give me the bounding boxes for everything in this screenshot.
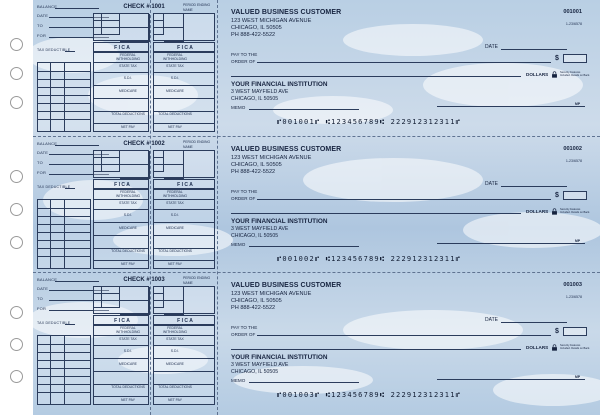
stub-for-label: FOR [37,170,47,175]
stub-name-label: NAME [183,281,193,285]
stub-medicare-label: MEDICARE [119,362,137,366]
padlock-icon [551,208,558,215]
date-field[interactable] [501,186,567,187]
stub-right-grid [153,286,215,314]
stub-check-number: CHECK # 1002 [123,141,165,147]
stub-total-deductions-label: TOTAL DEDUCTIONS [111,385,145,389]
check-body [217,137,600,271]
stub-state-tax-label-right: STATE TAX [166,337,184,341]
signature-field[interactable] [437,243,585,244]
stub-left-table [37,62,91,132]
binder-hole [10,306,23,319]
stub-medicare-label: MEDICARE [119,89,137,93]
stub-state-tax-label: STATE TAX [119,201,137,205]
stub-balance-label: BALANCE [37,4,58,9]
amount-box[interactable] [563,191,587,200]
amount-box[interactable] [563,327,587,336]
stub-total-deductions-label-right: TOTAL DEDUCTIONS [158,249,192,253]
bank-address-2: CHICAGO, IL 50505 [231,233,279,239]
stub-fica-box-right [153,315,215,325]
stub-period-ending-label: PERIOD ENDING [183,3,211,7]
stub-name-label: NAME [183,145,193,149]
signature-field[interactable] [437,379,585,380]
stub-left-table [37,335,91,405]
memo-field[interactable] [249,382,359,383]
bank-name: YOUR FINANCIAL INSTITUTION [231,218,328,225]
customer-phone: PH 888-422-5522 [231,305,276,311]
dollar-sign: $ [555,328,559,335]
stub-state-tax-label-right: STATE TAX [166,64,184,68]
order-of-text: ORDER OF [231,196,256,201]
stub-fica-box [93,179,149,189]
routing-fraction: 1-23/6578 [565,159,582,163]
memo-label: MEMO [231,378,246,383]
stub-total-deductions-label: TOTAL DEDUCTIONS [111,112,145,116]
stub-check-number: CHECK # 1001 [123,4,165,10]
bank-address-2: CHICAGO, IL 50505 [231,96,279,102]
check-set [33,0,600,134]
check-number: 001001 [563,9,582,15]
order-of-text: ORDER OF [231,59,256,64]
stub-sdi-label-right: S.D.I. [170,213,180,217]
bank-address-1: 3 WEST MAYFIELD AVE [231,226,289,232]
customer-name: VALUED BUSINESS CUSTOMER [231,9,342,16]
mp-label: MP [575,239,581,243]
stub-hours-grid [93,286,149,314]
stub-total-deductions-label-right: TOTAL DEDUCTIONS [158,112,192,116]
stub-tax-deductible-box[interactable] [65,51,75,52]
date-field[interactable] [501,49,567,50]
memo-label: MEMO [231,105,246,110]
stub-sdi-label: S.D.I. [123,213,133,217]
amount-box[interactable] [563,54,587,63]
date-label: DATE [485,181,498,187]
order-of-text: ORDER OF [231,332,256,337]
bank-name: YOUR FINANCIAL INSTITUTION [231,81,328,88]
padlock-icon [551,344,558,351]
binder-hole [10,338,23,351]
customer-address-2: CHICAGO, IL 50505 [231,25,282,31]
stub-state-tax-label: STATE TAX [119,337,137,341]
binder-hole [10,170,23,183]
pay-to-text: PAY TO THE [231,52,258,57]
check-stub [33,0,217,134]
stub-balance-line[interactable] [55,281,99,282]
stub-net-pay-label: NET PAY [121,125,135,129]
date-field[interactable] [501,322,567,323]
stub-sdi-label: S.D.I. [123,76,133,80]
stub-deductions-table [93,325,149,405]
stub-date-label: DATE [37,13,49,18]
stub-net-pay-label-right: NET PAY [168,125,182,129]
stub-period-ending-label: PERIOD ENDING [183,140,211,144]
stub-to-label: TO [37,296,43,301]
routing-fraction: 1-23/6578 [565,22,582,26]
mp-label: MP [575,102,581,106]
check-body [217,273,600,407]
binder-hole [10,96,23,109]
stub-balance-line[interactable] [55,145,99,146]
customer-address-2: CHICAGO, IL 50505 [231,162,282,168]
amount-words-field[interactable] [231,349,521,350]
customer-address-1: 123 WEST MICHIGAN AVENUE [231,18,312,24]
stub-deductions-table-right [153,52,215,132]
stub-net-pay-label-right: NET PAY [168,398,182,402]
pay-to-text: PAY TO THE [231,189,258,194]
binder-hole [10,203,23,216]
stub-tax-deductible-label: TAX DEDUCTIBLE [37,48,71,52]
stub-net-pay-label: NET PAY [121,262,135,266]
stub-fica-label-right: F I C A [177,318,193,324]
stub-sdi-label-right: S.D.I. [170,76,180,80]
stub-tax-deductible-label: TAX DEDUCTIBLE [37,185,71,189]
stub-state-tax-label: STATE TAX [119,64,137,68]
stub-fica-label: F I C A [114,45,130,51]
stub-right-grid [153,150,215,178]
stub-federal-label: FEDERAL WITHHOLDING [115,326,141,334]
amount-words-field[interactable] [231,76,521,77]
check-stub [33,273,217,407]
mp-label: MP [575,375,581,379]
stub-date-label: DATE [37,286,49,291]
memo-field[interactable] [249,246,359,247]
check-number: 001003 [563,282,582,288]
stub-tax-deductible-box[interactable] [65,188,75,189]
dollars-label: DOLLARS [526,209,549,214]
stub-deductions-table [93,52,149,132]
amount-words-field[interactable] [231,213,521,214]
check-set [33,137,600,271]
stub-balance-label: BALANCE [37,277,58,282]
stub-net-pay-label: NET PAY [121,398,135,402]
security-features-text: Security Features Included. Details on Back. [560,71,590,77]
stub-for-label: FOR [37,306,47,311]
dollar-sign: $ [555,55,559,62]
payee-field[interactable] [257,335,551,336]
stub-balance-line[interactable] [55,8,99,9]
bank-address-2: CHICAGO, IL 50505 [231,369,279,375]
stub-total-deductions-label: TOTAL DEDUCTIONS [111,249,145,253]
padlock-icon [551,71,558,78]
stub-sdi-label: S.D.I. [123,349,133,353]
stub-federal-label: FEDERAL WITHHOLDING [115,190,141,198]
stub-to-label: TO [37,23,43,28]
micr-line: ⑈001002⑈ ⑆123456789⑆ 222912312311⑈ [277,255,462,263]
dollars-label: DOLLARS [526,345,549,350]
binder-hole [10,67,23,80]
stub-medicare-label-right: MEDICARE [166,362,184,366]
check-sheet [33,0,600,415]
check-set [33,273,600,407]
stub-fica-label-right: F I C A [177,182,193,188]
bank-name: YOUR FINANCIAL INSTITUTION [231,354,328,361]
check-body [217,0,600,134]
dollar-sign: $ [555,192,559,199]
stub-right-grid [153,13,215,41]
payee-field[interactable] [257,199,551,200]
customer-address-1: 123 WEST MICHIGAN AVENUE [231,291,312,297]
binder-strip [0,0,32,415]
security-features-text: Security Features Included. Details on Back. [560,208,590,214]
stub-tax-deductible-box[interactable] [65,324,75,325]
stub-fica-label: F I C A [114,182,130,188]
customer-name: VALUED BUSINESS CUSTOMER [231,146,342,153]
stub-federal-label-right: FEDERAL WITHHOLDING [162,190,188,198]
micr-line: ⑈001003⑈ ⑆123456789⑆ 222912312311⑈ [277,391,462,399]
stub-medicare-label-right: MEDICARE [166,226,184,230]
stub-deductions-table-right [153,325,215,405]
stub-name-label: NAME [183,8,193,12]
stub-fica-box [93,315,149,325]
stub-federal-label-right: FEDERAL WITHHOLDING [162,53,188,61]
dollars-label: DOLLARS [526,72,549,77]
memo-field[interactable] [249,109,359,110]
binder-hole [10,370,23,383]
stub-total-deductions-label-right: TOTAL DEDUCTIONS [158,385,192,389]
payee-field[interactable] [257,62,551,63]
stub-deductions-table-right [153,189,215,269]
stub-deductions-table [93,189,149,269]
binder-hole [10,236,23,249]
customer-address-2: CHICAGO, IL 50505 [231,298,282,304]
customer-name: VALUED BUSINESS CUSTOMER [231,282,342,289]
stub-balance-label: BALANCE [37,141,58,146]
stub-hours-grid [93,150,149,178]
micr-line: ⑈001001⑈ ⑆123456789⑆ 222912312311⑈ [277,118,462,126]
stub-fica-box [93,42,149,52]
customer-phone: PH 888-422-5522 [231,169,276,175]
memo-label: MEMO [231,242,246,247]
customer-address-1: 123 WEST MICHIGAN AVENUE [231,155,312,161]
stub-fica-box-right [153,42,215,52]
stub-sdi-label-right: S.D.I. [170,349,180,353]
bank-address-1: 3 WEST MAYFIELD AVE [231,362,289,368]
stub-hours-grid [93,13,149,41]
pay-to-label [231,188,257,202]
customer-phone: PH 888-422-5522 [231,32,276,38]
stub-tax-deductible-label: TAX DEDUCTIBLE [37,321,71,325]
stub-medicare-label: MEDICARE [119,226,137,230]
stub-fica-label-right: F I C A [177,45,193,51]
stub-federal-label-right: FEDERAL WITHHOLDING [162,326,188,334]
pay-to-label [231,324,257,338]
stub-left-table [37,199,91,269]
binder-hole [10,38,23,51]
stub-medicare-label-right: MEDICARE [166,89,184,93]
date-label: DATE [485,317,498,323]
pay-to-text: PAY TO THE [231,325,258,330]
stub-state-tax-label-right: STATE TAX [166,201,184,205]
routing-fraction: 1-23/6578 [565,295,582,299]
stub-for-label: FOR [37,33,47,38]
stub-date-label: DATE [37,150,49,155]
stub-period-ending-label: PERIOD ENDING [183,276,211,280]
signature-field[interactable] [437,106,585,107]
bank-address-1: 3 WEST MAYFIELD AVE [231,89,289,95]
stub-to-label: TO [37,160,43,165]
check-stub [33,137,217,271]
stub-net-pay-label-right: NET PAY [168,262,182,266]
date-label: DATE [485,44,498,50]
stub-check-number: CHECK # 1003 [123,277,165,283]
stub-federal-label: FEDERAL WITHHOLDING [115,53,141,61]
pay-to-label [231,51,257,65]
security-features-text: Security Features Included. Details on Back. [560,344,590,350]
stub-fica-label: F I C A [114,318,130,324]
stub-fica-box-right [153,179,215,189]
check-number: 001002 [563,146,582,152]
